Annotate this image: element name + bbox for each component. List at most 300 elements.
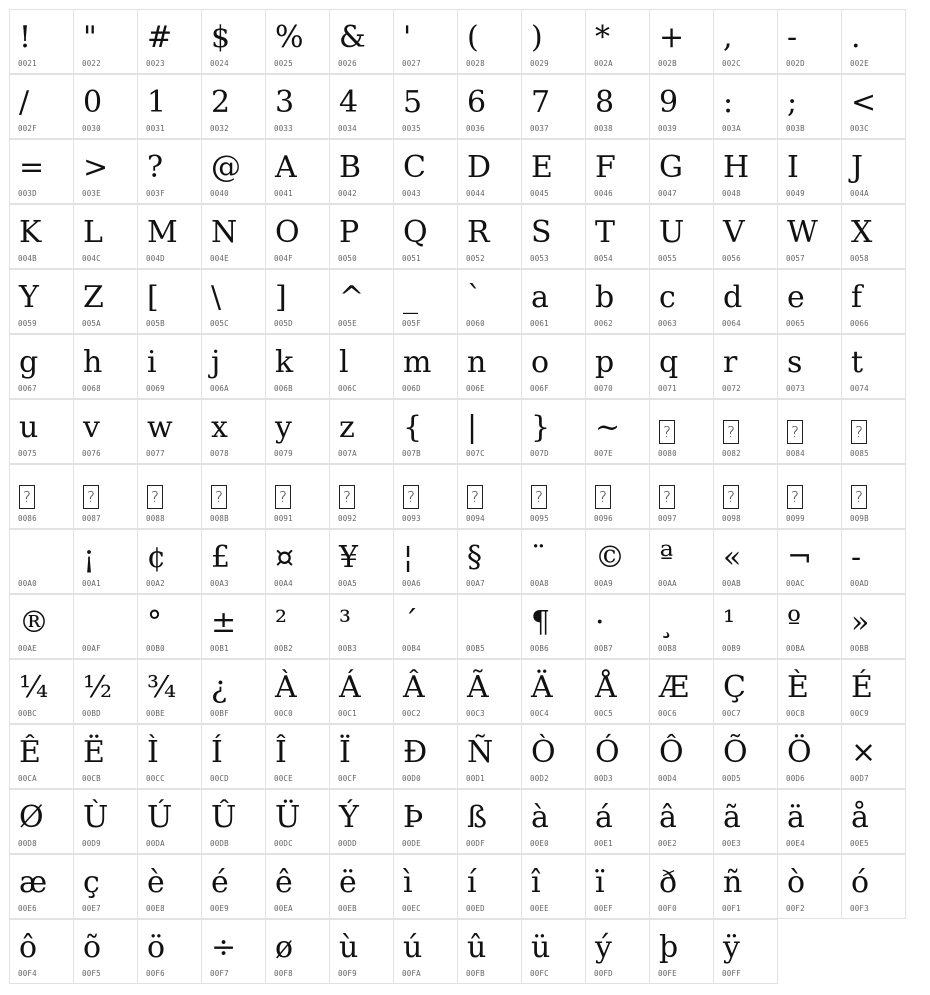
glyph-sample: ~	[595, 410, 621, 445]
missing-glyph-box	[595, 473, 611, 513]
glyph-cell	[585, 594, 650, 659]
missing-glyph-box	[211, 473, 227, 513]
glyph-cell	[265, 854, 330, 919]
code-point-label: 0088	[146, 514, 165, 523]
glyph-cell	[9, 464, 74, 529]
glyph-cell	[649, 74, 714, 139]
code-point-label: 00F3	[850, 904, 869, 913]
glyph-cell	[777, 139, 842, 204]
glyph-cell	[73, 659, 138, 724]
glyph-cell	[841, 789, 906, 854]
glyph-cell	[9, 594, 74, 659]
code-point-label: 00D5	[722, 774, 741, 783]
code-point-label: 007E	[594, 449, 613, 458]
missing-glyph-box	[403, 473, 419, 513]
code-point-label: 006D	[402, 384, 421, 393]
glyph-cell	[137, 789, 202, 854]
code-point-label: 0085	[850, 449, 869, 458]
glyph-cell	[713, 399, 778, 464]
glyph-sample: ¥	[339, 540, 359, 575]
glyph-cell	[393, 399, 458, 464]
glyph-sample: û	[467, 930, 487, 965]
code-point-label: 0027	[402, 59, 421, 68]
glyph-sample: þ	[659, 930, 679, 965]
code-point-label: 00B0	[146, 644, 165, 653]
code-point-label: 0048	[722, 189, 741, 198]
glyph-sample: £	[211, 540, 231, 575]
code-point-label: 0062	[594, 319, 613, 328]
code-point-label: 00B8	[658, 644, 677, 653]
glyph-cell	[329, 529, 394, 594]
code-point-label: 00DD	[338, 839, 357, 848]
glyph-cell	[777, 464, 842, 529]
code-point-label: 0086	[18, 514, 37, 523]
glyph-cell	[393, 74, 458, 139]
code-point-label: 0091	[274, 514, 293, 523]
code-point-label: 0069	[146, 384, 165, 393]
glyph-cell	[137, 334, 202, 399]
code-point-label: 00B7	[594, 644, 613, 653]
glyph-sample: K	[19, 215, 42, 250]
code-point-label: 00A7	[466, 579, 485, 588]
code-point-label: 00BB	[850, 644, 869, 653]
code-point-label: 00FA	[402, 969, 421, 978]
code-point-label: 00E1	[594, 839, 613, 848]
glyph-cell	[713, 204, 778, 269]
glyph-sample: I	[787, 150, 799, 185]
glyph-cell	[585, 724, 650, 789]
code-point-label: 002A	[594, 59, 613, 68]
code-point-label: 0039	[658, 124, 677, 133]
code-point-label: 00CB	[82, 774, 101, 783]
glyph-cell	[137, 269, 202, 334]
glyph-sample: à	[531, 800, 549, 835]
glyph-cell	[329, 204, 394, 269]
code-point-label: 002C	[722, 59, 741, 68]
glyph-cell	[393, 9, 458, 74]
glyph-sample: e	[787, 280, 805, 315]
code-point-label: 00CF	[338, 774, 357, 783]
glyph-cell	[777, 854, 842, 919]
glyph-cell	[585, 919, 650, 984]
code-point-label: 00DC	[274, 839, 293, 848]
glyph-sample: P	[339, 215, 360, 250]
glyph-cell	[329, 854, 394, 919]
code-point-label: 00B2	[274, 644, 293, 653]
code-point-label: 0037	[530, 124, 549, 133]
glyph-cell	[713, 139, 778, 204]
glyph-cell	[201, 9, 266, 74]
glyph-cell	[521, 9, 586, 74]
code-point-label: 003B	[786, 124, 805, 133]
glyph-sample: ^	[339, 280, 365, 315]
code-point-label: 00EE	[530, 904, 549, 913]
glyph-row	[9, 74, 920, 139]
glyph-cell	[265, 334, 330, 399]
code-point-label: 00BF	[210, 709, 229, 718]
code-point-label: 00D8	[18, 839, 37, 848]
code-point-label: 00AB	[722, 579, 741, 588]
glyph-sample: o	[531, 345, 550, 380]
glyph-sample: :	[723, 85, 734, 120]
missing-glyph-icon: ?	[659, 485, 675, 509]
glyph-sample: Ý	[339, 800, 359, 835]
code-point-label: 005C	[210, 319, 229, 328]
code-point-label: 0061	[530, 319, 549, 328]
glyph-cell	[201, 659, 266, 724]
code-point-label: 004F	[274, 254, 293, 263]
glyph-cell	[649, 399, 714, 464]
glyph-cell	[649, 724, 714, 789]
glyph-sample: Ú	[147, 800, 173, 835]
glyph-cell	[713, 529, 778, 594]
code-point-label: 00C6	[658, 709, 677, 718]
glyph-cell	[329, 659, 394, 724]
glyph-cell	[841, 594, 906, 659]
glyph-sample: x	[211, 410, 228, 445]
glyph-sample: >	[83, 150, 109, 185]
code-point-label: 0054	[594, 254, 613, 263]
code-point-label: 00FB	[466, 969, 485, 978]
code-point-label: 0045	[530, 189, 549, 198]
missing-glyph-box	[787, 408, 803, 448]
code-point-label: 00D6	[786, 774, 805, 783]
glyph-sample: 9	[659, 85, 679, 120]
code-point-label: 00EF	[594, 904, 613, 913]
code-point-label: 003F	[146, 189, 165, 198]
glyph-sample: Ü	[275, 800, 301, 835]
code-point-label: 00A1	[82, 579, 101, 588]
glyph-sample: ¾	[147, 670, 177, 705]
code-point-label: 00A5	[338, 579, 357, 588]
missing-glyph-icon: ?	[787, 485, 803, 509]
glyph-sample: ½	[83, 670, 113, 705]
glyph-cell	[521, 789, 586, 854]
glyph-sample: ¼	[19, 670, 49, 705]
code-point-label: 0078	[210, 449, 229, 458]
missing-glyph-box	[723, 473, 739, 513]
code-point-label: 00F6	[146, 969, 165, 978]
glyph-sample: Q	[403, 215, 428, 250]
glyph-cell	[9, 659, 74, 724]
glyph-cell	[457, 594, 522, 659]
glyph-sample: W	[787, 215, 818, 250]
code-point-label: 006A	[210, 384, 229, 393]
glyph-cell	[329, 399, 394, 464]
glyph-sample: <	[851, 85, 877, 120]
code-point-label: 007C	[466, 449, 485, 458]
glyph-sample: Z	[83, 280, 104, 315]
code-point-label: 004A	[850, 189, 869, 198]
glyph-cell	[329, 919, 394, 984]
glyph-cell	[201, 139, 266, 204]
missing-glyph-icon: ?	[467, 485, 483, 509]
glyph-cell	[521, 919, 586, 984]
code-point-label: 006C	[338, 384, 357, 393]
glyph-sample: ÷	[211, 930, 237, 965]
code-point-label: 00DA	[146, 839, 165, 848]
glyph-sample: ç	[83, 865, 100, 900]
code-point-label: 002D	[786, 59, 805, 68]
code-point-label: 00B9	[722, 644, 741, 653]
code-point-label: 00BC	[18, 709, 37, 718]
glyph-sample: a	[531, 280, 549, 315]
glyph-sample: °	[147, 605, 162, 640]
glyph-cell	[841, 854, 906, 919]
glyph-cell	[73, 269, 138, 334]
glyph-sample: \	[211, 280, 222, 315]
code-point-label: 0059	[18, 319, 37, 328]
code-point-label: 0094	[466, 514, 485, 523]
glyph-cell	[777, 789, 842, 854]
code-point-label: 00B3	[338, 644, 357, 653]
glyph-cell	[329, 724, 394, 789]
glyph-sample: h	[83, 345, 103, 380]
glyph-cell	[137, 919, 202, 984]
glyph-sample: '	[403, 20, 412, 55]
glyph-row	[9, 594, 920, 659]
glyph-cell	[393, 724, 458, 789]
glyph-cell	[137, 659, 202, 724]
glyph-cell	[713, 789, 778, 854]
glyph-sample: ]	[275, 280, 287, 315]
glyph-row	[9, 724, 920, 789]
missing-glyph-box	[531, 473, 547, 513]
glyph-sample: Ó	[595, 735, 620, 770]
glyph-sample: [	[147, 280, 159, 315]
code-point-label: 00F0	[658, 904, 677, 913]
glyph-sample: Õ	[723, 735, 748, 770]
code-point-label: 0025	[274, 59, 293, 68]
code-point-label: 00CD	[210, 774, 229, 783]
glyph-sample: ·	[595, 605, 605, 640]
glyph-row	[9, 854, 920, 919]
glyph-sample: n	[467, 345, 487, 380]
code-point-label: 0051	[402, 254, 421, 263]
glyph-cell	[329, 269, 394, 334]
code-point-label: 00E2	[658, 839, 677, 848]
glyph-sample: Å	[595, 670, 617, 705]
glyph-cell	[713, 74, 778, 139]
glyph-cell	[585, 269, 650, 334]
glyph-sample: ü	[531, 930, 551, 965]
code-point-label: 005A	[82, 319, 101, 328]
glyph-cell	[521, 269, 586, 334]
glyph-sample: ï	[595, 865, 605, 900]
code-point-label: 00ED	[466, 904, 485, 913]
missing-glyph-icon: ?	[723, 485, 739, 509]
glyph-sample: Ò	[531, 735, 556, 770]
glyph-sample: H	[723, 150, 750, 185]
glyph-sample: 8	[595, 85, 615, 120]
code-point-label: 0070	[594, 384, 613, 393]
code-point-label: 0058	[850, 254, 869, 263]
glyph-sample: V	[723, 215, 745, 250]
glyph-sample: ¸	[659, 605, 674, 640]
glyph-sample: J	[851, 150, 864, 185]
glyph-cell	[329, 9, 394, 74]
glyph-sample: Ù	[83, 800, 109, 835]
code-point-label: 00B5	[466, 644, 485, 653]
glyph-sample: ê	[275, 865, 293, 900]
glyph-sample: 2	[211, 85, 231, 120]
glyph-sample: 3	[275, 85, 295, 120]
glyph-sample: õ	[83, 930, 102, 965]
glyph-sample: k	[275, 345, 294, 380]
glyph-cell	[265, 464, 330, 529]
glyph-sample: ©	[595, 540, 625, 575]
glyph-cell	[393, 139, 458, 204]
code-point-label: 0031	[146, 124, 165, 133]
glyph-sample: i	[147, 345, 157, 380]
glyph-cell	[713, 594, 778, 659]
code-point-label: 0030	[82, 124, 101, 133]
glyph-cell	[329, 789, 394, 854]
glyph-cell	[841, 269, 906, 334]
code-point-label: 00C1	[338, 709, 357, 718]
glyph-sample: _	[403, 280, 418, 315]
code-point-label: 0068	[82, 384, 101, 393]
code-point-label: 0065	[786, 319, 805, 328]
glyph-sample: !	[19, 20, 32, 55]
code-point-label: 003A	[722, 124, 741, 133]
code-point-label: 0087	[82, 514, 101, 523]
glyph-cell	[9, 9, 74, 74]
glyph-cell	[841, 74, 906, 139]
glyph-sample: w	[147, 410, 173, 445]
code-point-label: 00AF	[82, 644, 101, 653]
glyph-cell	[521, 74, 586, 139]
glyph-cell	[585, 139, 650, 204]
glyph-sample: ý	[595, 930, 612, 965]
glyph-sample: «	[723, 540, 742, 575]
glyph-sample: X	[851, 215, 873, 250]
code-point-label: 0096	[594, 514, 613, 523]
glyph-cell	[521, 334, 586, 399]
code-point-label: 00D0	[402, 774, 421, 783]
glyph-cell	[521, 854, 586, 919]
glyph-sample: 1	[147, 85, 167, 120]
glyph-sample: ®	[19, 605, 49, 640]
code-point-label: 007B	[402, 449, 421, 458]
code-point-label: 006B	[274, 384, 293, 393]
glyph-cell	[265, 594, 330, 659]
code-point-label: 0077	[146, 449, 165, 458]
glyph-sample: ú	[403, 930, 423, 965]
glyph-cell	[73, 724, 138, 789]
glyph-cell	[265, 139, 330, 204]
code-point-label: 005D	[274, 319, 293, 328]
code-point-label: 00F2	[786, 904, 805, 913]
glyph-sample: %	[275, 20, 304, 55]
glyph-row	[9, 139, 920, 204]
glyph-sample: *	[595, 20, 610, 55]
code-point-label: 00A0	[18, 579, 37, 588]
glyph-cell	[73, 789, 138, 854]
code-point-label: 0043	[402, 189, 421, 198]
glyph-sample: å	[851, 800, 869, 835]
glyph-cell	[521, 399, 586, 464]
code-point-label: 004E	[210, 254, 229, 263]
glyph-cell	[585, 659, 650, 724]
glyph-sample: "	[83, 20, 97, 55]
glyph-row	[9, 269, 920, 334]
glyph-sample: ñ	[723, 865, 743, 900]
glyph-cell	[73, 334, 138, 399]
code-point-label: 0055	[658, 254, 677, 263]
glyph-cell	[265, 269, 330, 334]
glyph-sample: -	[851, 540, 862, 575]
glyph-sample: æ	[19, 865, 48, 900]
code-point-label: 0033	[274, 124, 293, 133]
code-point-label: 00A9	[594, 579, 613, 588]
code-point-label: 00CA	[18, 774, 37, 783]
glyph-row	[9, 204, 920, 269]
missing-glyph-icon: ?	[851, 485, 867, 509]
code-point-label: 00B1	[210, 644, 229, 653]
code-point-label: 0095	[530, 514, 549, 523]
glyph-sample: ¡	[83, 540, 96, 575]
glyph-cell	[393, 464, 458, 529]
glyph-cell	[201, 204, 266, 269]
glyph-cell	[521, 204, 586, 269]
missing-glyph-box	[339, 473, 355, 513]
glyph-cell	[201, 789, 266, 854]
glyph-cell	[713, 269, 778, 334]
glyph-cell	[521, 464, 586, 529]
code-point-label: 004B	[18, 254, 37, 263]
glyph-sample: Æ	[659, 670, 690, 705]
glyph-cell	[137, 74, 202, 139]
glyph-cell	[457, 74, 522, 139]
missing-glyph-box	[83, 473, 99, 513]
glyph-cell	[73, 529, 138, 594]
glyph-cell	[201, 269, 266, 334]
code-point-label: 0056	[722, 254, 741, 263]
glyph-sample: Ø	[19, 800, 44, 835]
glyph-cell	[713, 464, 778, 529]
glyph-sample: á	[595, 800, 613, 835]
glyph-sample: Í	[211, 735, 223, 770]
glyph-cell	[137, 854, 202, 919]
glyph-cell	[777, 269, 842, 334]
code-point-label: 0046	[594, 189, 613, 198]
glyph-cell	[393, 659, 458, 724]
glyph-cell	[585, 789, 650, 854]
glyph-sample: ù	[339, 930, 359, 965]
missing-glyph-icon: ?	[403, 485, 419, 509]
code-point-label: 0073	[786, 384, 805, 393]
glyph-sample: Ð	[403, 735, 428, 770]
glyph-sample: 6	[467, 85, 487, 120]
code-point-label: 00BA	[786, 644, 805, 653]
code-point-label: 0076	[82, 449, 101, 458]
code-point-label: 009B	[850, 514, 869, 523]
missing-glyph-icon: ?	[723, 420, 739, 444]
glyph-cell	[649, 659, 714, 724]
glyph-cell	[649, 204, 714, 269]
code-point-label: 003D	[18, 189, 37, 198]
glyph-cell	[201, 724, 266, 789]
code-point-label: 0074	[850, 384, 869, 393]
code-point-label: 0038	[594, 124, 613, 133]
glyph-cell	[73, 399, 138, 464]
glyph-sample: R	[467, 215, 490, 250]
missing-glyph-box	[147, 473, 163, 513]
glyph-cell	[521, 594, 586, 659]
code-point-label: 00EB	[338, 904, 357, 913]
glyph-sample: G	[659, 150, 683, 185]
